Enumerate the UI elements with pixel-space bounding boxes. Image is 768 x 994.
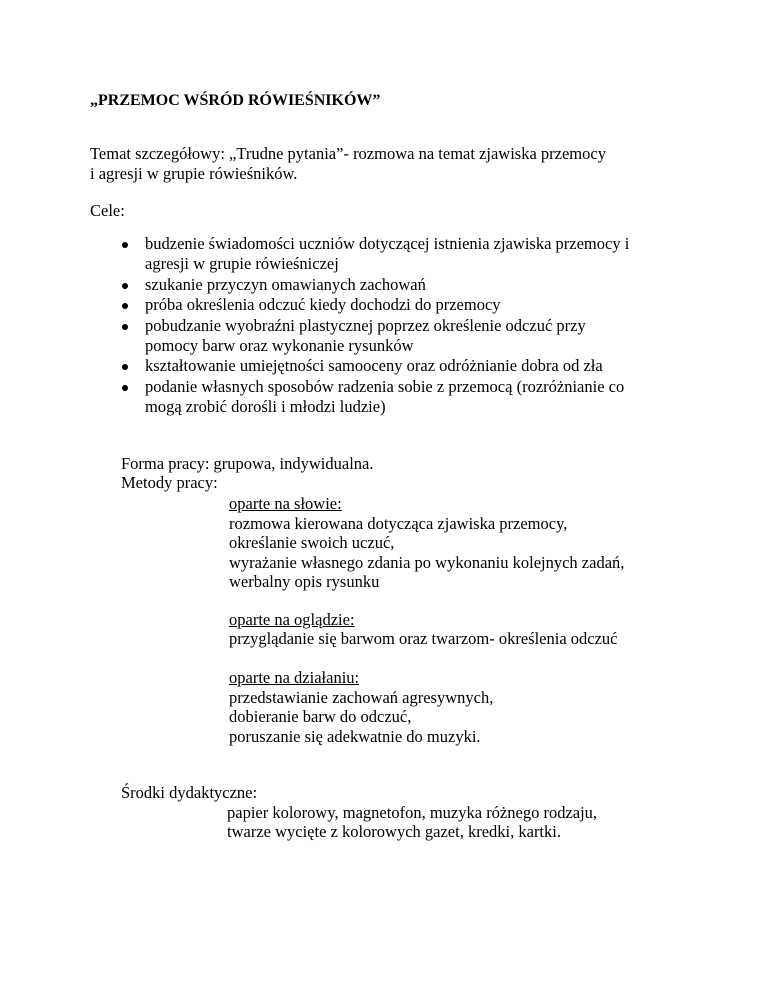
methods-label: Metody pracy: <box>121 473 218 492</box>
goal-item-line: budzenie świadomości uczniów dotyczącej istnienia zjawiska przemocy i <box>145 234 630 253</box>
goals-list <box>121 234 721 418</box>
topic-line-2: i agresji w grupie rówieśników. <box>90 164 298 183</box>
goal-item-line: kształtowanie umiejętności samooceny oraz odróżnianie dobra od zła <box>145 356 603 376</box>
methods-action-item: dobieranie barw do odczuć, <box>229 707 412 726</box>
methods-observation-item: przyglądanie się barwom oraz twarzom- określenia odczuć <box>229 629 618 648</box>
methods-word-item: wyrażanie własnego zdania po wykonaniu kolejnych zadań, <box>229 553 625 572</box>
aids-line-2: twarze wycięte z kolorowych gazet, kredki, kartki. <box>227 822 561 841</box>
aids-label: Środki dydaktyczne: <box>121 783 258 802</box>
methods-observation-heading: oparte na oglądzie: <box>229 610 355 629</box>
methods-word-item: rozmowa kierowana dotycząca zjawiska przemocy, <box>229 514 568 533</box>
methods-word-heading: oparte na słowie: <box>229 494 342 513</box>
goal-item-line: próba określenia odczuć kiedy dochodzi do przemocy <box>145 295 501 315</box>
goal-item <box>121 295 721 315</box>
methods-action-item: przedstawianie zachowań agresywnych, <box>229 688 494 707</box>
goal-item <box>121 356 721 376</box>
topic-line-1: Temat szczegółowy: „Trudne pytania”- rozmowa na temat zjawiska przemocy <box>90 144 606 163</box>
goal-item-line: podanie własnych sposobów radzenia sobie z przemocą (rozróżnianie co <box>145 376 625 396</box>
goal-item-line: agresji w grupie rówieśniczej <box>145 254 339 274</box>
work-form: Forma pracy: grupowa, indywidualna. <box>121 454 374 473</box>
goal-item <box>121 316 721 357</box>
goals-label: Cele: <box>90 201 125 220</box>
methods-action-item: poruszanie się adekwatnie do muzyki. <box>229 727 481 746</box>
goal-item-line: szukanie przyczyn omawianych zachowań <box>145 274 426 294</box>
document-title: „PRZEMOC WŚRÓD RÓWIEŚNIKÓW” <box>90 92 381 109</box>
methods-word-item: werbalny opis rysunku <box>229 572 380 591</box>
goal-item <box>121 234 721 275</box>
goal-item <box>121 377 721 418</box>
methods-action-heading: oparte na działaniu: <box>229 668 360 687</box>
goal-item <box>121 275 721 295</box>
goal-item-line: pomocy barw oraz wykonanie rysunków <box>145 336 414 356</box>
methods-word-item: określanie swoich uczuć, <box>229 533 395 552</box>
goal-item-line: pobudzanie wyobraźni plastycznej poprzez określenie odczuć przy <box>145 315 586 335</box>
aids-line-1: papier kolorowy, magnetofon, muzyka różnego rodzaju, <box>227 803 598 822</box>
goal-item-line: mogą zrobić dorośli i młodzi ludzie) <box>145 397 386 417</box>
